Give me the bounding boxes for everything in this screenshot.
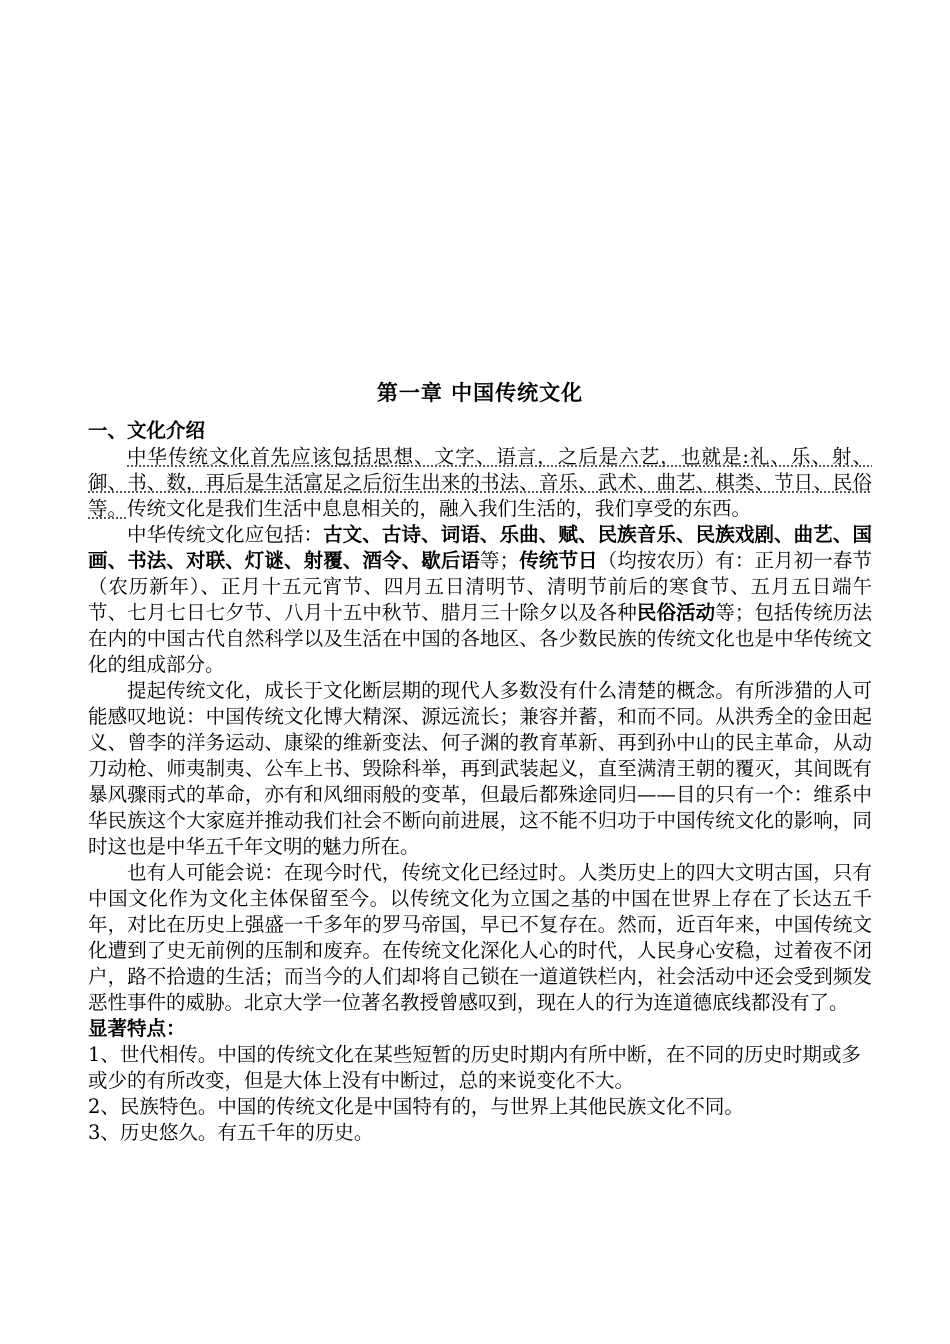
paragraph-text: 传统文化是我们生活中息息相关的，融入我们生活的，我们享受的东西。 (127, 497, 752, 520)
paragraph-modern: 也有人可能会说：在现今时代，传统文化已经过时。人类历史上的四大文明古国，只有中国文化作为文化主体保留至今。以传统文化为立国之基的中国在世界上存在了长达五千年，对比在历史上强盛一千多年的罗马帝国，早已不复存在。然而，近百年来，中国传统文化遭到了史无前例的压制和废弃。在传统文化深化人心的时代，人民身心安稳，过着夜不闭户，路不拾遗的生活；而当今的人们却将自己锁在一道道铁栏内，社会活动中还会受到频发恶性事件的威胁。北京大学一位著名教授曾感叹到，现在人的行为连道德底线都没有了。 (88, 861, 872, 1014)
bold-text: 古文、古诗、词语、乐曲、赋、民族音乐、民族戏剧、曲艺、国画、书法、对联、灯谜、射覆、酒令、歇后语 (88, 523, 872, 572)
underlined-text: 中华传统文化首先应该包括思想、文字、语言，之后是六艺，也就是:礼、乐、射、御、书、数，再后是生活富足之后衍生出来的书法、音乐、武术、曲艺、棋类、节日、民俗等。 (88, 445, 872, 520)
feature-item: 2、民族特色。中国的传统文化是中国特有的，与世界上其他民族文化不同。 (88, 1095, 744, 1118)
bold-text: 民俗活动 (636, 601, 716, 624)
paragraph-intro (88, 444, 872, 522)
document-page (88, 380, 872, 1146)
paragraph-text: 中华传统文化应包括： (127, 523, 324, 546)
bold-text: 传统节日 (519, 549, 598, 572)
features-heading: 显著特点： (88, 1017, 186, 1040)
paragraph-contents (88, 522, 872, 678)
feature-item: 1、世代相传。中国的传统文化在某些短暂的历史时期内有所中断，在不同的历史时期或多或少的有所改变，但是大体上没有中断过，总的来说变化不大。 (88, 1043, 861, 1092)
paragraph-text: 等； (480, 549, 520, 572)
section-heading: 一、文化介绍 (88, 419, 206, 442)
feature-item: 3、历史悠久。有五千年的历史。 (88, 1121, 374, 1144)
paragraph-text: 等；包括传统历法在内的中国古代自然科学以及生活在中国的各地区、各少数民族的传统文化也是中华传统文化的组成部分。 (88, 601, 872, 676)
paragraph-history: 提起传统文化，成长于文化断层期的现代人多数没有什么清楚的概念。有所涉猎的人可能感叹地说：中国传统文化博大精深、源远流长；兼容并蓄，和而不同。从洪秀全的金田起义、曾李的洋务运动、康梁的维新变法、何子渊的教育革新、再到孙中山的民主革命，从动刀动枪、师夷制夷、公车上书、毁除科举，再到武装起义，直至满清王朝的覆灭，其间既有暴风骤雨式的革命，亦有和风细雨般的变革，但最后都殊途同归——目的只有一个：维系中华民族这个大家庭并推动我们社会不断向前进展，这不能不归功于中国传统文化的影响，同时这也是中华五千年文明的魅力所在。 (88, 679, 872, 858)
paragraph-text: （均按农历）有：正月初一春节（农历新年）、正月十五元宵节、四月五日清明节、清明节前后的寒食节、五月五日端午节、七月七日七夕节、八月十五中秋节、腊月三十除夕以及各种 (88, 549, 872, 624)
chapter-title: 第一章 中国传统文化 (376, 380, 584, 405)
